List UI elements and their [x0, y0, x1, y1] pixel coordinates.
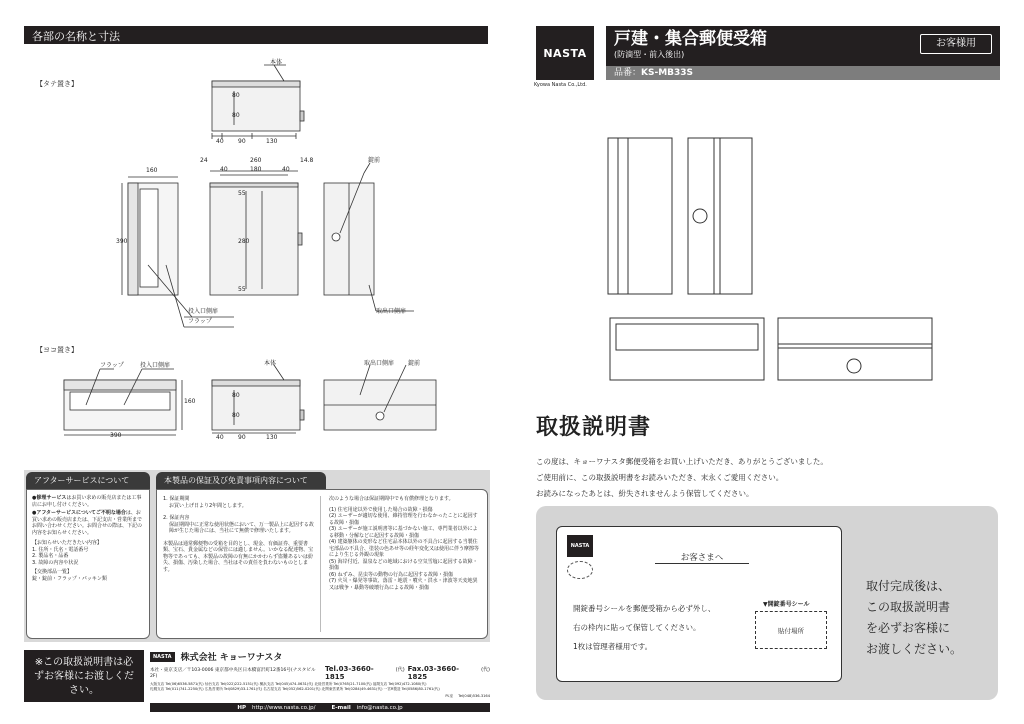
pl-tel: Tel(048)536-3164 [458, 694, 490, 698]
intro-line: お読みになったあとは、紛失されませんよう保管してください。 [536, 489, 754, 498]
inquiry-title: 【お知らせいただきたい内容】 [32, 540, 102, 546]
dim-40d: 40 [216, 434, 224, 441]
tel: Tel.03-3660-1815 [324, 665, 374, 681]
address: 本社・東京支店／〒103-0006 東京都中央区日本橋富沢町12番16号(ナスタビル2F) [150, 668, 316, 679]
customer-badge: お客様用 [920, 34, 992, 54]
brand-logo: NASTA [536, 26, 594, 80]
dim-80d: 80 [232, 412, 240, 419]
label-lock2: 錠前 [408, 360, 421, 367]
manual-title: 取扱説明書 [536, 415, 652, 440]
warranty-panel [156, 472, 488, 640]
company-block [150, 650, 490, 711]
paid-repair-item: (2) ユーザーが適切な使用、維持管理を行わなかったことに起因する故障・損傷 [329, 513, 478, 526]
paid-repair-item: (7) 火災・爆発等事故、落雷・地震・噴火・洪水・津波等天変地異又は戦争・暴動等破壊行為による故障・損傷 [329, 578, 478, 591]
dim-90b: 90 [238, 434, 246, 441]
product-drawings [604, 134, 944, 384]
label-inlet-door2: 投入口側扉 [140, 362, 171, 369]
warranty-period-title: 1. 保証期間 [163, 496, 190, 502]
section-title-bar [24, 26, 488, 44]
paid-repair-item: (1) 住宅用途以外で使用した場合の故障・損傷 [329, 506, 433, 513]
inquiry-item: 1. 住所・氏名・電話番号 [32, 546, 89, 553]
after-service-text: は、お買い求めの販売店または、下記支店・営業所までお問い合わせください。お問合せの際は、下記の内容をお知らせください。 [32, 510, 143, 536]
dim-40c: 40 [282, 166, 290, 173]
warranty-title: 本製品の保証及び免責事項内容について [156, 472, 326, 489]
seal-card [556, 526, 842, 682]
completion-line: お渡しください。 [866, 642, 963, 656]
handover-notice: ※この取扱説明書は必ずお客様にお渡しください。 [24, 650, 144, 702]
parts-list: 錠・錠前・フラップ・パッキン類 [32, 575, 107, 582]
brand-subtitle: Kyowa Nasta Co.,Ltd. [534, 82, 587, 88]
hp-label: HP [237, 704, 246, 711]
paid-repair-item: (4) 建築躯体の変形など住宅品本体以外の不具合に起因する当製住宅部品の不具合、塗装の色あせ等の経年変化又は使用に伴う摩擦等により生じる外観の現象 [329, 539, 480, 558]
repair-service-head: ●修理サービス [32, 495, 67, 501]
card-line3: 1枚は管理者様用です。 [573, 642, 653, 651]
dim-390b: 390 [110, 432, 122, 439]
dim-130a: 130 [266, 138, 278, 145]
dim-24: 24 [200, 157, 208, 164]
dim-260: 260 [250, 157, 262, 164]
dim-80a: 80 [232, 92, 240, 99]
dim-160: 160 [146, 167, 158, 174]
after-service-title: アフターサービスについて [26, 472, 150, 489]
dim-40a: 40 [216, 138, 224, 145]
dim-14: 14.8 [300, 157, 314, 164]
completion-line: この取扱説明書 [866, 600, 951, 614]
label-flap: フラップ [188, 318, 212, 325]
tel-suffix: (代) [395, 667, 405, 673]
fax: Fax.03-3660-1825 [407, 665, 459, 681]
vertical-label: 【タテ置き】 [36, 80, 78, 88]
nasta-logo-small: NASTA [150, 652, 175, 662]
company-name: 株式会社 キョーワナスタ [180, 653, 283, 663]
card-line2: 右の枠内に貼って保管してください。 [573, 623, 701, 632]
seal-place: 貼付場所 [755, 611, 827, 649]
fax-suffix: (代) [481, 667, 490, 673]
label-flap2: フラップ [100, 362, 124, 369]
dim-80b: 80 [232, 112, 240, 119]
completion-line: 取付完成後は、 [866, 579, 951, 593]
dim-180: 180 [250, 166, 262, 173]
dim-280: 280 [238, 238, 250, 245]
paid-repair-item: (5) 海岸付近、温泉などの地域における空気雪塩に起因する故障・損傷 [329, 558, 478, 571]
branches-line1: 大阪支店 Tel(06)6536-5871(代) 仙台支店 Tel(022)222-5151(代) 横浜支店 Tel(045)474-0631(代) 北陸営業所 Tel(0765)21-7100(代) 福岡支店 Tel(092)472-1080(代) [150, 682, 427, 686]
after-service-panel [26, 472, 150, 640]
after-service-head: ●アフターサービスについてご不明な場合 [32, 510, 126, 516]
email-label: E-mail [331, 704, 351, 711]
horizontal-label: 【ヨコ置き】 [36, 346, 78, 354]
paid-repair-item: (3) ユーザーが施工説明書等に基づかない施工、専門業者以外による移動・分解などに起因する故障・損傷 [329, 526, 478, 539]
dim-55a: 55 [238, 190, 246, 197]
paid-repair-item: (6) ねずみ、昆虫等の動物の行為に起因する故障・損傷 [329, 571, 453, 578]
to-customer: お客さまへ [655, 551, 749, 564]
dimension-diagram [24, 55, 494, 450]
hp-link[interactable]: http://www.nasta.co.jp/ [252, 704, 316, 711]
dim-40b: 40 [220, 166, 228, 173]
model-bar [606, 66, 1000, 80]
inquiry-item: 3. 故障の内容や状況 [32, 559, 79, 566]
parts-title: 【交換部品一覧】 [32, 569, 73, 575]
warranty-period: お買い上げ日より2年間とします。 [169, 502, 247, 509]
model-number: KS-MB33S [641, 68, 694, 78]
branches-line2: 札幌支店 Tel(011)741-2250(代) 広島営業所 Tel(0829)33-1761(代) 名古屋支店 Tel(052)562-0201(代) 北関東営業所 Tel(0284)49-4631(代) 一宮R製造 Tel(0586)80-1761(代) [150, 687, 440, 692]
warranty-disclaimer: 本製品は通常郵便物の受箱を目的とし、現金、有価証券、重要書類、宝石、貴金属などの保管には適しません。いかなる配達物、宝物等であっても、本製品の故障の有無にかかわらず盗難あるいは紛失、損傷、汚染した場合、当社はその責任を負わないものとします。 [163, 540, 314, 573]
warranty-content-title: 2. 保証内容 [163, 515, 190, 521]
dim-90a: 90 [238, 138, 246, 145]
completion-note [866, 576, 962, 660]
dim-80c: 80 [232, 392, 240, 399]
pl-label: PL室 [445, 694, 454, 698]
label-inlet-door: 投入口側扉 [188, 308, 219, 315]
inquiry-item: 2. 製品名・品番 [32, 553, 69, 559]
repair-service-text: はお買い求めの販売店または工事店にお申し付けください。 [32, 495, 142, 508]
section-title: 各部の名称と寸法 [32, 30, 120, 43]
warranty-content: 保証期間中に正常な使用状態において、万一製品上に起因する故障が生じた場合には、当社にて無償で修理いたします。 [169, 521, 314, 534]
dim-130b: 130 [266, 434, 278, 441]
card-line1: 開錠番号シールを郵便受箱から必ず外し、 [573, 604, 716, 613]
dim-160b: 160 [184, 398, 196, 405]
dim-55b: 55 [238, 286, 246, 293]
email-link[interactable]: info@nasta.co.jp [356, 704, 403, 711]
paid-repair-intro: 次のような場合は保証期間中でも有償修理となります。 [329, 496, 454, 502]
product-subtitle: (防滴型・前入後出) [614, 50, 685, 60]
label-outlet-door2: 取出口側扉 [364, 360, 395, 367]
seal-label: ▼開錠番号シール [763, 601, 810, 608]
intro-line: この度は、キョーワナスタ郵便受箱をお買い上げいただき、ありがとうございました。 [536, 457, 828, 466]
dim-390: 390 [116, 238, 128, 245]
model-label: 品番： [614, 68, 642, 78]
product-title: 戸建・集合郵便受箱 [614, 29, 767, 49]
intro-text [536, 454, 828, 502]
label-outlet-door: 取出口側扉 [376, 308, 407, 315]
completion-line: を必ずお客様に [866, 621, 951, 635]
label-lock: 錠前 [368, 157, 381, 164]
label-body2: 本体 [264, 360, 277, 367]
label-body: 本体 [270, 59, 283, 66]
card-nasta-logo: NASTA [567, 535, 593, 557]
stamp-icon [567, 561, 593, 579]
intro-line: ご使用前に、この取扱説明書をお読みいただき、末永くご愛用ください。 [536, 473, 784, 482]
